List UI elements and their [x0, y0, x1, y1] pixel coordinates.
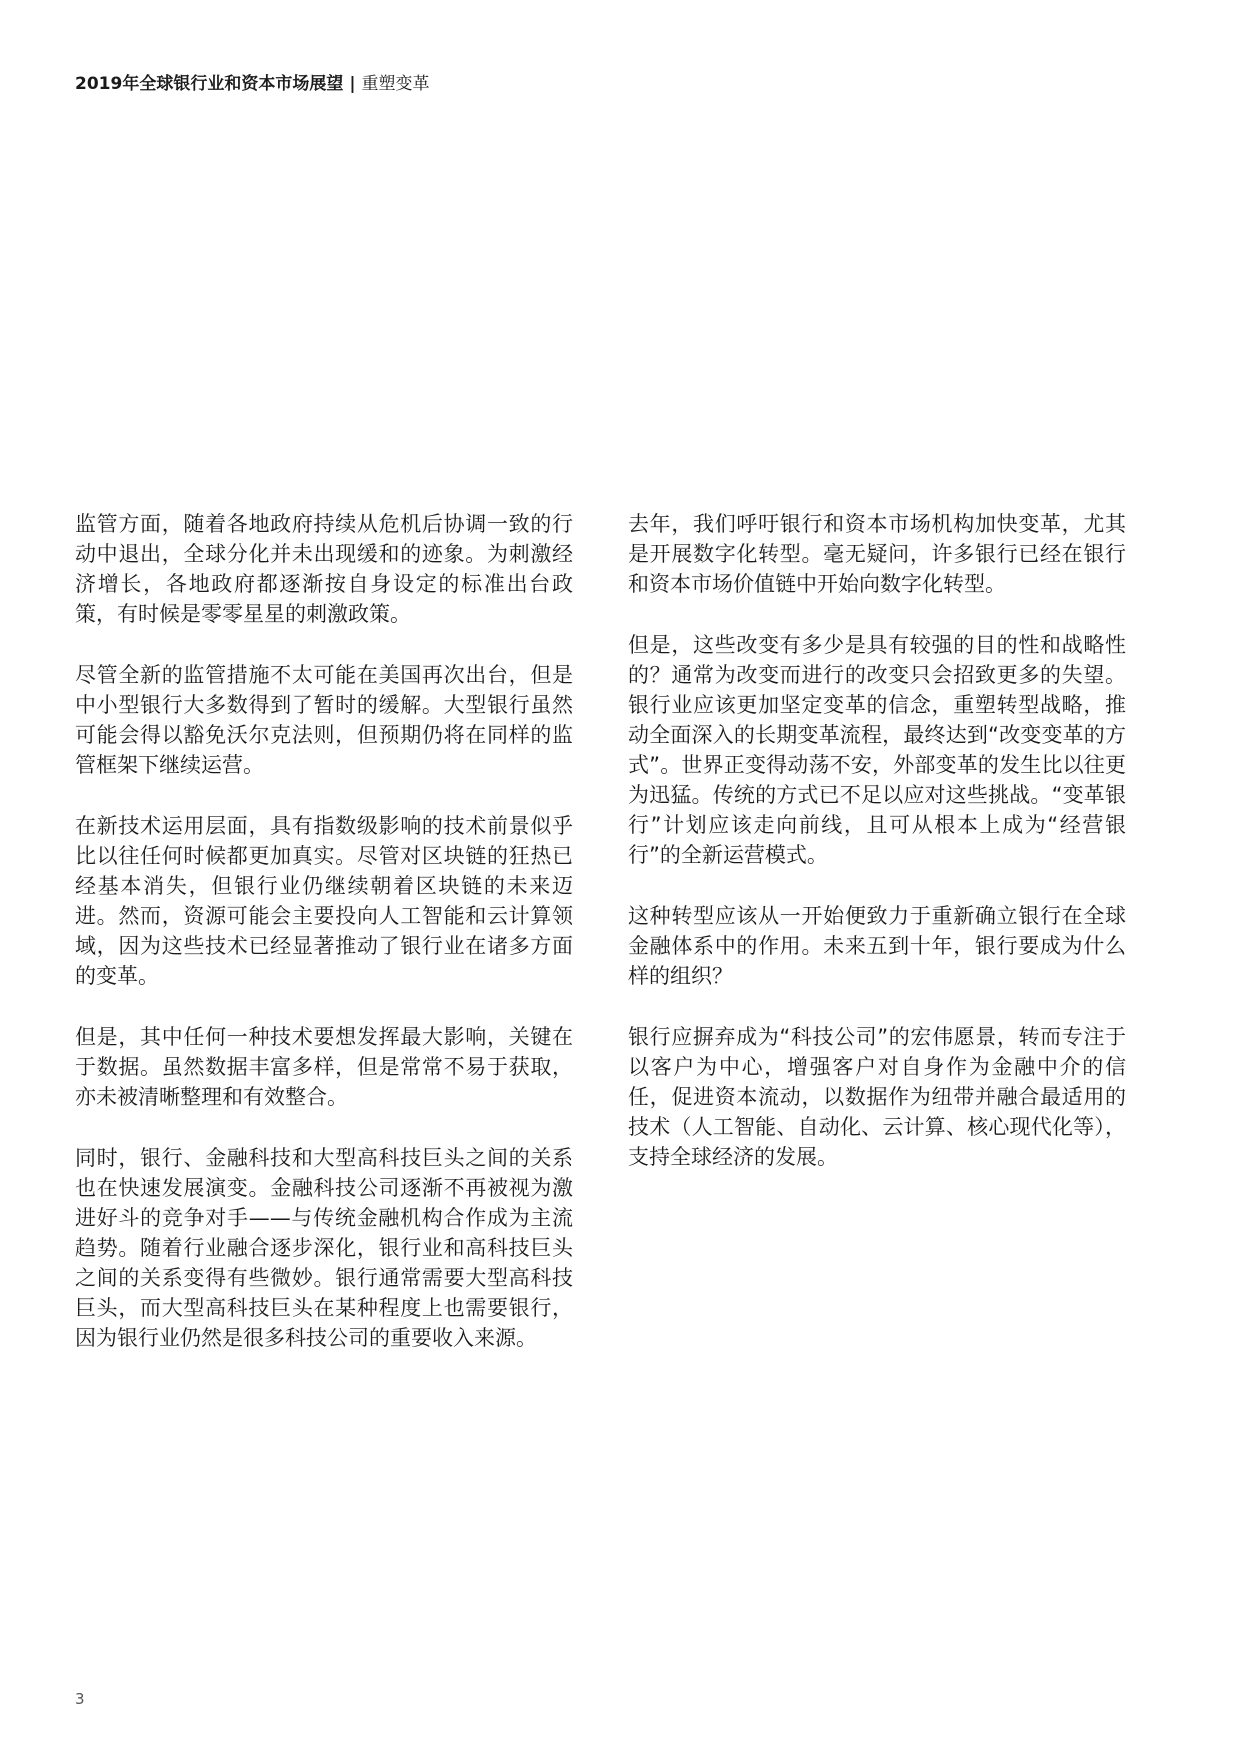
paragraph: 但是，这些改变有多少是具有较强的目的性和战略性的？通常为改变而进行的改变只会招致更多的失望。银行业应该更加坚定变革的信念，重塑转型战略，推动全面深入的长期变革流程，最终达到“改变变革的方式”。世界正变得动荡不安，外部变革的发生比以往更为迅猛。传统的方式已不足以应对这些挑战。“变革银行”计划应该走向前线，且可从根本上成为“经营银行”的全新运营模式。: [628, 633, 1126, 867]
paragraph: 这种转型应该从一开始便致力于重新确立银行在全球金融体系中的作用。未来五到十年，银行要成为什么样的组织？: [628, 904, 1126, 988]
right-text-column: [628, 509, 1126, 1203]
paragraph: 但是，其中任何一种技术要想发挥最大影响，关键在于数据。虽然数据丰富多样，但是常常不易于获取，亦未被清晰整理和有效整合。: [75, 1025, 573, 1109]
report-title: 2019年全球银行业和资本市场展望: [75, 74, 344, 94]
running-header: [75, 72, 430, 96]
paragraph: 在新技术运用层面，具有指数级影响的技术前景似乎比以往任何时候都更加真实。尽管对区块链的狂热已经基本消失，但银行业仍继续朝着区块链的未来迈进。然而，资源可能会主要投向人工智能和云计算领域，因为这些技术已经显著推动了银行业在诸多方面的变革。: [75, 814, 573, 988]
header-separator: |: [349, 74, 356, 94]
paragraph: 去年，我们呼吁银行和资本市场机构加快变革，尤其是开展数字化转型。毫无疑问，许多银行已经在银行和资本市场价值链中开始向数字化转型。: [628, 512, 1126, 596]
left-text-column: [75, 509, 573, 1384]
paragraph: 监管方面，随着各地政府持续从危机后协调一致的行动中退出，全球分化并未出现缓和的迹象。为刺激经济增长，各地政府都逐渐按自身设定的标准出台政策，有时候是零零星星的刺激政策。: [75, 512, 573, 626]
paragraph: 银行应摒弃成为“科技公司”的宏伟愿景，转而专注于以客户为中心，增强客户对自身作为金融中介的信任，促进资本流动，以数据作为纽带并融合最适用的技术（人工智能、自动化、云计算、核心现代化等），支持全球经济的发展。: [628, 1025, 1126, 1169]
paragraph: 尽管全新的监管措施不太可能在美国再次出台，但是中小型银行大多数得到了暂时的缓解。大型银行虽然可能会得以豁免沃尔克法则，但预期仍将在同样的监管框架下继续运营。: [75, 663, 573, 777]
report-subtitle: 重塑变革: [361, 74, 430, 94]
page-number: 3: [75, 1690, 85, 1708]
paragraph: 同时，银行、金融科技和大型高科技巨头之间的关系也在快速发展演变。金融科技公司逐渐不再被视为激进好斗的竞争对手——与传统金融机构合作成为主流趋势。随着行业融合逐步深化，银行业和高科技巨头之间的关系变得有些微妙。银行通常需要大型高科技巨头，而大型高科技巨头在某种程度上也需要银行，因为银行业仍然是很多科技公司的重要收入来源。: [75, 1146, 573, 1350]
